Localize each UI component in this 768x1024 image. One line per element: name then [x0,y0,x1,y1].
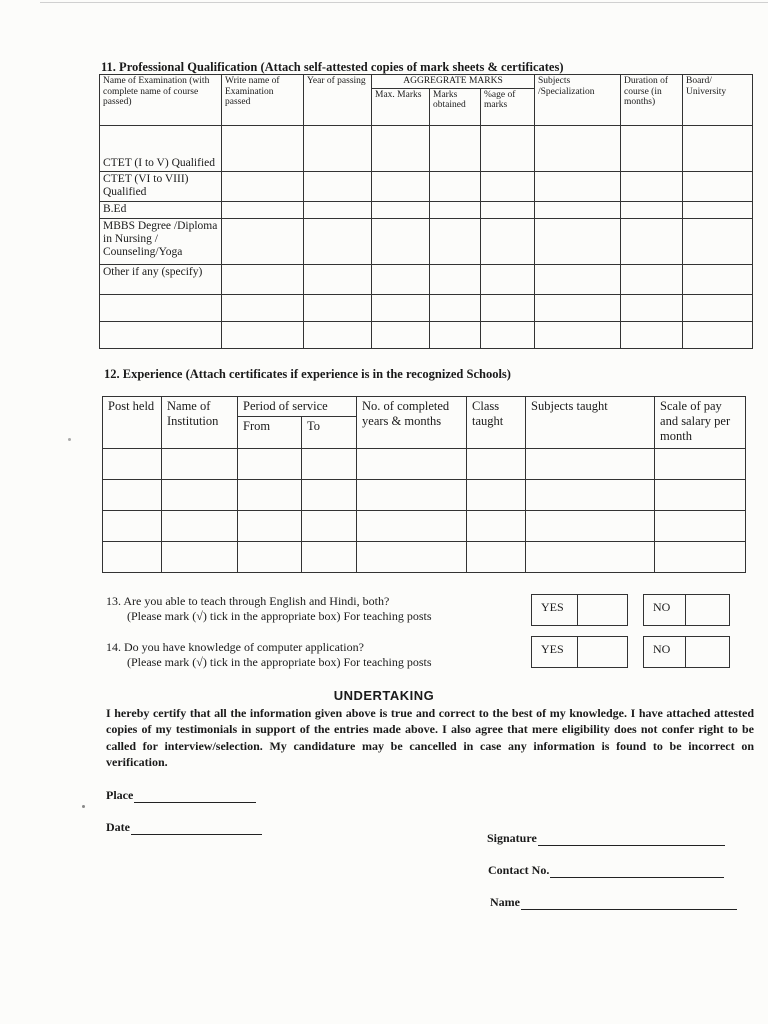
date-field[interactable] [106,820,262,835]
row-label [100,321,222,348]
place-label: Place [106,788,134,802]
row-label: B.Ed [100,201,222,218]
duration-cell[interactable] [621,321,683,348]
max-cell[interactable] [372,218,430,264]
header-max: Max. Marks [372,88,430,125]
subjects-cell[interactable] [526,480,655,511]
q13-no-checkbox[interactable] [686,595,729,625]
write-name-cell[interactable] [222,125,304,171]
section-11-title: 11. Professional Qualification (Attach self-attested copies of mark sheets & certificates) [101,60,564,74]
subjects-cell[interactable] [535,294,621,321]
signature-field[interactable] [487,831,725,846]
table-row [100,201,753,218]
q14-no-label: NO [644,637,686,667]
header-institution: Name of Institution [162,397,238,449]
to-cell[interactable] [302,480,357,511]
max-cell[interactable] [372,294,430,321]
board-cell[interactable] [683,125,753,171]
header-class: Class taught [467,397,526,449]
signature-line[interactable] [538,833,725,846]
subjects-cell[interactable] [526,511,655,542]
name-label: Name [490,895,520,909]
write-name-cell[interactable] [222,201,304,218]
subjects-cell[interactable] [535,321,621,348]
question-13 [106,594,432,624]
row-label [100,294,222,321]
duration-cell[interactable] [621,125,683,171]
place-field[interactable] [106,788,256,803]
institution-cell[interactable] [162,542,238,573]
header-from: From [238,417,302,449]
scan-speck [68,438,71,441]
table-row [100,294,753,321]
date-label: Date [106,820,130,834]
percent-cell[interactable] [481,321,535,348]
scale-cell[interactable] [655,542,746,573]
to-cell[interactable] [302,449,357,480]
institution-cell[interactable] [162,511,238,542]
percent-cell[interactable] [481,125,535,171]
table-row [103,542,746,573]
table-row [100,218,753,264]
year-cell[interactable] [304,218,372,264]
scan-speck [82,805,85,808]
duration-cell[interactable] [621,218,683,264]
obtained-cell[interactable] [430,171,481,201]
year-cell[interactable] [304,294,372,321]
header-post: Post held [103,397,162,449]
header-subjects-taught: Subjects taught [526,397,655,449]
undertaking-text: I hereby certify that all the information given above is true and correct to the best of my knowledge. I have attached attested copies of my testimonials in support of the entries made above. I also agree that mere eligibility does not confer right to be called for interview/selection. My candidature may be cancelled in case any information is found to be incorrect on verification. [106,706,754,769]
class-cell[interactable] [467,480,526,511]
question-14 [106,640,432,670]
section-12-title: 12. Experience (Attach certificates if experience is in the recognized Schools) [104,367,511,381]
class-cell[interactable] [467,542,526,573]
q14-yes-box [531,636,628,668]
duration-cell[interactable] [621,171,683,201]
post-cell[interactable] [103,511,162,542]
header-exam: Name of Examination (with complete name of course passed) [100,75,222,126]
header-obtained: Marks obtained [430,88,481,125]
header-duration: Duration of course (in months) [621,75,683,126]
post-cell[interactable] [103,449,162,480]
board-cell[interactable] [683,218,753,264]
table-row [100,321,753,348]
class-cell[interactable] [467,449,526,480]
max-cell[interactable] [372,264,430,294]
header-scale: Scale of pay and salary per month [655,397,746,449]
board-cell[interactable] [683,264,753,294]
institution-cell[interactable] [162,449,238,480]
question-13-instruction: (Please mark (√) tick in the appropriate box) For teaching posts [127,609,432,623]
q13-yes-label: YES [532,595,578,625]
year-cell[interactable] [304,171,372,201]
scale-cell[interactable] [655,511,746,542]
obtained-cell[interactable] [430,321,481,348]
to-cell[interactable] [302,542,357,573]
years-cell[interactable] [357,449,467,480]
year-cell[interactable] [304,264,372,294]
header-board: Board/ University [683,75,753,126]
obtained-cell[interactable] [430,125,481,171]
max-cell[interactable] [372,321,430,348]
write-name-cell[interactable] [222,321,304,348]
from-cell[interactable] [238,480,302,511]
table-row [103,449,746,480]
table-row [100,264,753,294]
from-cell[interactable] [238,511,302,542]
header-to: To [302,417,357,449]
percent-cell[interactable] [481,171,535,201]
question-14-text: 14. Do you have knowledge of computer application? [106,640,364,654]
year-cell[interactable] [304,125,372,171]
header-year: Year of passing [304,75,372,126]
place-line[interactable] [134,790,256,803]
contact-field[interactable] [488,863,724,878]
q14-no-box [643,636,730,668]
year-cell[interactable] [304,201,372,218]
max-cell[interactable] [372,171,430,201]
top-rule [40,2,768,3]
header-years: No. of completed years & months [357,397,467,449]
q14-no-checkbox[interactable] [686,637,729,667]
experience-table [102,396,746,573]
name-line[interactable] [521,897,737,910]
row-label: Other if any (specify) [100,264,222,294]
subjects-cell[interactable] [526,542,655,573]
duration-cell[interactable] [621,264,683,294]
obtained-cell[interactable] [430,294,481,321]
years-cell[interactable] [357,480,467,511]
from-cell[interactable] [238,449,302,480]
years-cell[interactable] [357,542,467,573]
obtained-cell[interactable] [430,218,481,264]
q13-no-box [643,594,730,626]
subjects-cell[interactable] [526,449,655,480]
header-percent: %age of marks [481,88,535,125]
table-row [103,480,746,511]
row-label: MBBS Degree /Diploma in Nursing / Counseling/Yoga [100,218,222,264]
percent-cell[interactable] [481,264,535,294]
obtained-cell[interactable] [430,201,481,218]
table-row [100,171,753,201]
duration-cell[interactable] [621,294,683,321]
write-name-cell[interactable] [222,294,304,321]
header-subjects: Subjects /Specialization [535,75,621,126]
question-13-text: 13. Are you able to teach through English and Hindi, both? [106,594,390,608]
q14-yes-checkbox[interactable] [578,637,627,667]
q14-yes-label: YES [532,637,578,667]
subjects-cell[interactable] [535,201,621,218]
duration-cell[interactable] [621,201,683,218]
percent-cell[interactable] [481,218,535,264]
qualification-table [99,74,753,349]
max-cell[interactable] [372,201,430,218]
scale-cell[interactable] [655,449,746,480]
institution-cell[interactable] [162,480,238,511]
from-cell[interactable] [238,542,302,573]
subjects-cell[interactable] [535,264,621,294]
write-name-cell[interactable] [222,264,304,294]
q13-yes-checkbox[interactable] [578,595,627,625]
subjects-cell[interactable] [535,218,621,264]
question-14-instruction: (Please mark (√) tick in the appropriate box) For teaching posts [127,655,432,669]
percent-cell[interactable] [481,201,535,218]
contact-label: Contact No. [488,863,550,877]
obtained-cell[interactable] [430,264,481,294]
to-cell[interactable] [302,511,357,542]
scale-cell[interactable] [655,480,746,511]
name-field[interactable] [490,895,737,910]
write-name-cell[interactable] [222,218,304,264]
undertaking-title: UNDERTAKING [333,688,435,703]
board-cell[interactable] [683,294,753,321]
header-period: Period of service [238,397,357,417]
years-cell[interactable] [357,511,467,542]
max-cell[interactable] [372,125,430,171]
table-row [103,511,746,542]
post-cell[interactable] [103,480,162,511]
signature-label: Signature [487,831,537,845]
row-label: CTET (VI to VIII) Qualified [100,171,222,201]
board-cell[interactable] [683,321,753,348]
q13-no-label: NO [644,595,686,625]
subjects-cell[interactable] [535,125,621,171]
header-aggregate: AGGREGRATE MARKS [372,75,535,89]
subjects-cell[interactable] [535,171,621,201]
header-write-name: Write name of Examination passed [222,75,304,126]
year-cell[interactable] [304,321,372,348]
date-line[interactable] [131,822,262,835]
write-name-cell[interactable] [222,171,304,201]
class-cell[interactable] [467,511,526,542]
contact-line[interactable] [550,865,724,878]
board-cell[interactable] [683,171,753,201]
board-cell[interactable] [683,201,753,218]
table-row [100,125,753,171]
q13-yes-box [531,594,628,626]
post-cell[interactable] [103,542,162,573]
percent-cell[interactable] [481,294,535,321]
row-label: CTET (I to V) Qualified [100,125,222,171]
